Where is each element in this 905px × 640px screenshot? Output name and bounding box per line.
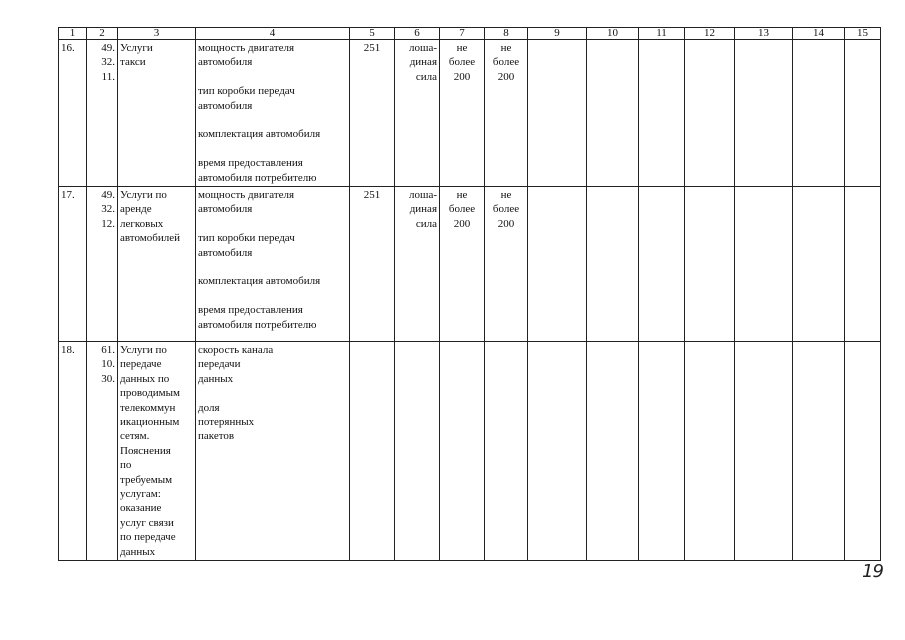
value-col8: [485, 187, 528, 342]
empty-cell: [587, 342, 639, 561]
service-name-line: телекоммун: [120, 401, 176, 414]
empty-cell: [793, 187, 845, 342]
value-col7: [440, 40, 485, 187]
value-col8-line: не: [500, 42, 512, 54]
row-number: [59, 342, 87, 561]
okei-code-line: 251: [363, 189, 381, 202]
requirements-table: [58, 27, 881, 561]
service-name-line: такси: [120, 56, 146, 69]
header-cell: 11: [639, 28, 685, 40]
group-gap: [198, 386, 347, 400]
service-name-line: сетям.: [120, 430, 150, 443]
value-col7-line: более: [448, 203, 476, 216]
characteristic-line: пакетов: [198, 430, 235, 443]
unit-name-line: сила: [415, 70, 437, 83]
characteristic-line: комплектация автомобиля: [198, 128, 321, 141]
value-col7-line: более: [448, 56, 476, 69]
row-number-line: 18.: [61, 344, 75, 357]
characteristic-line: автомобиля потребителю: [198, 318, 317, 331]
okei-code: [350, 342, 395, 561]
group-gap: [198, 70, 347, 84]
characteristic-line: данных: [198, 372, 234, 385]
unit-name-line: диная: [409, 203, 437, 216]
service-name-line: данных: [120, 545, 156, 558]
okpd-code-line: 12.: [101, 217, 115, 230]
unit-name: [395, 342, 440, 561]
okpd-code-line: 32.: [101, 56, 115, 69]
characteristic-line: доля: [198, 401, 220, 414]
empty-cell: [639, 187, 685, 342]
header-cell: 2: [87, 28, 118, 40]
characteristic-line: мощность двигателя: [198, 42, 295, 54]
characteristic-line: время предоставления: [198, 304, 303, 317]
header-cell: 1: [59, 28, 87, 40]
empty-cell: [685, 40, 735, 187]
okpd-code: [87, 187, 118, 342]
empty-cell: [735, 342, 793, 561]
value-col8-line: более: [492, 56, 520, 69]
service-name-line: передаче: [120, 358, 162, 371]
characteristic-line: автомобиля: [198, 203, 253, 216]
table-row: [59, 40, 881, 187]
unit-name: [395, 187, 440, 342]
characteristic-line: скорость канала: [198, 344, 274, 357]
header-cell: 8: [485, 28, 528, 40]
characteristic-line: время предоставления: [198, 157, 303, 170]
empty-cell: [793, 342, 845, 561]
empty-cell: [528, 40, 587, 187]
service-name-line: Услуги по: [120, 189, 167, 202]
value-col7-line: 200: [453, 70, 471, 83]
service-name-line: легковых: [120, 217, 164, 230]
characteristic-line: потерянных: [198, 416, 255, 429]
value-col8: [485, 342, 528, 561]
empty-cell: [735, 40, 793, 187]
empty-cell: [845, 40, 881, 187]
value-col7-line: не: [456, 42, 468, 54]
header-cell: 13: [735, 28, 793, 40]
okei-code: [350, 40, 395, 187]
characteristic-line: автомобиля потребителю: [198, 171, 317, 184]
page-number: 19: [862, 561, 883, 582]
empty-cell: [685, 187, 735, 342]
empty-cell: [793, 40, 845, 187]
value-col8-line: более: [492, 203, 520, 216]
characteristic-line: тип коробки передач: [198, 85, 295, 98]
characteristic-line: автомобиля: [198, 246, 253, 259]
okei-code: [350, 187, 395, 342]
empty-cell: [587, 187, 639, 342]
unit-name: [395, 40, 440, 187]
empty-cell: [845, 342, 881, 561]
okpd-code: [87, 40, 118, 187]
characteristic-line: автомобиля: [198, 99, 253, 112]
service-name-line: услуг связи: [120, 516, 174, 529]
characteristics: [196, 40, 350, 187]
characteristic-line: мощность двигателя: [198, 189, 295, 202]
row-number: [59, 187, 87, 342]
empty-cell: [685, 342, 735, 561]
empty-cell: [528, 342, 587, 561]
group-gap: [198, 113, 347, 127]
characteristic-line: тип коробки передач: [198, 232, 295, 245]
service-name-line: Услуги: [120, 42, 153, 54]
okpd-code-line: 49.: [101, 42, 115, 54]
service-name-line: проводимым: [120, 387, 180, 400]
service-name-line: по: [120, 459, 132, 472]
service-name: [118, 342, 196, 561]
okei-code-line: 251: [363, 42, 381, 54]
header-cell: 4: [196, 28, 350, 40]
service-name-line: оказание: [120, 502, 162, 515]
empty-cell: [639, 342, 685, 561]
service-name-line: икационным: [120, 416, 180, 429]
empty-cell: [639, 40, 685, 187]
unit-name-line: сила: [415, 217, 437, 230]
value-col8-line: 200: [497, 217, 515, 230]
value-col7-line: 200: [453, 217, 471, 230]
okpd-code: [87, 342, 118, 561]
header-cell: 3: [118, 28, 196, 40]
okpd-code-line: 49.: [101, 189, 115, 202]
value-col7: [440, 342, 485, 561]
empty-cell: [587, 40, 639, 187]
group-gap: [198, 260, 347, 274]
unit-name-line: лоша-: [408, 42, 437, 54]
group-gap: [198, 289, 347, 303]
row-number: [59, 40, 87, 187]
header-cell: 12: [685, 28, 735, 40]
characteristic-line: передачи: [198, 358, 241, 371]
value-col7: [440, 187, 485, 342]
characteristic-line: комплектация автомобиля: [198, 275, 321, 288]
header-cell: 10: [587, 28, 639, 40]
empty-cell: [735, 187, 793, 342]
header-cell: 15: [845, 28, 881, 40]
table-row: [59, 187, 881, 342]
table-row: [59, 342, 881, 561]
header-cell: 14: [793, 28, 845, 40]
value-col8-line: 200: [497, 70, 515, 83]
service-name-line: данных по: [120, 372, 170, 385]
characteristics: [196, 342, 350, 561]
unit-name-line: диная: [409, 56, 437, 69]
value-col8: [485, 40, 528, 187]
empty-cell: [528, 187, 587, 342]
header-cell: 5: [350, 28, 395, 40]
service-name: [118, 40, 196, 187]
empty-cell: [845, 187, 881, 342]
service-name-line: автомобилей: [120, 232, 180, 245]
okpd-code-line: 61.: [101, 344, 115, 357]
service-name-line: требуемым: [120, 473, 173, 486]
service-name-line: по передаче: [120, 531, 176, 544]
okpd-code-line: 32.: [101, 203, 115, 216]
value-col7-line: не: [456, 189, 468, 202]
row-number-line: 17.: [61, 189, 75, 202]
header-cell: 6: [395, 28, 440, 40]
okpd-code-line: 30.: [101, 372, 115, 385]
service-name-line: Пояснения: [120, 444, 171, 457]
characteristic-line: автомобиля: [198, 56, 253, 69]
header-row: [59, 28, 881, 40]
group-gap: [198, 142, 347, 156]
header-cell: 9: [528, 28, 587, 40]
okpd-code-line: 11.: [101, 70, 115, 83]
header-cell: 7: [440, 28, 485, 40]
service-name-line: аренде: [120, 203, 152, 216]
group-gap: [198, 217, 347, 231]
okpd-code-line: 10.: [101, 358, 115, 371]
service-name-line: Услуги по: [120, 344, 167, 357]
value-col8-line: не: [500, 189, 512, 202]
service-name: [118, 187, 196, 342]
service-name-line: услугам:: [120, 488, 161, 501]
unit-name-line: лоша-: [408, 189, 437, 202]
characteristics: [196, 187, 350, 342]
row-number-line: 16.: [61, 42, 75, 54]
